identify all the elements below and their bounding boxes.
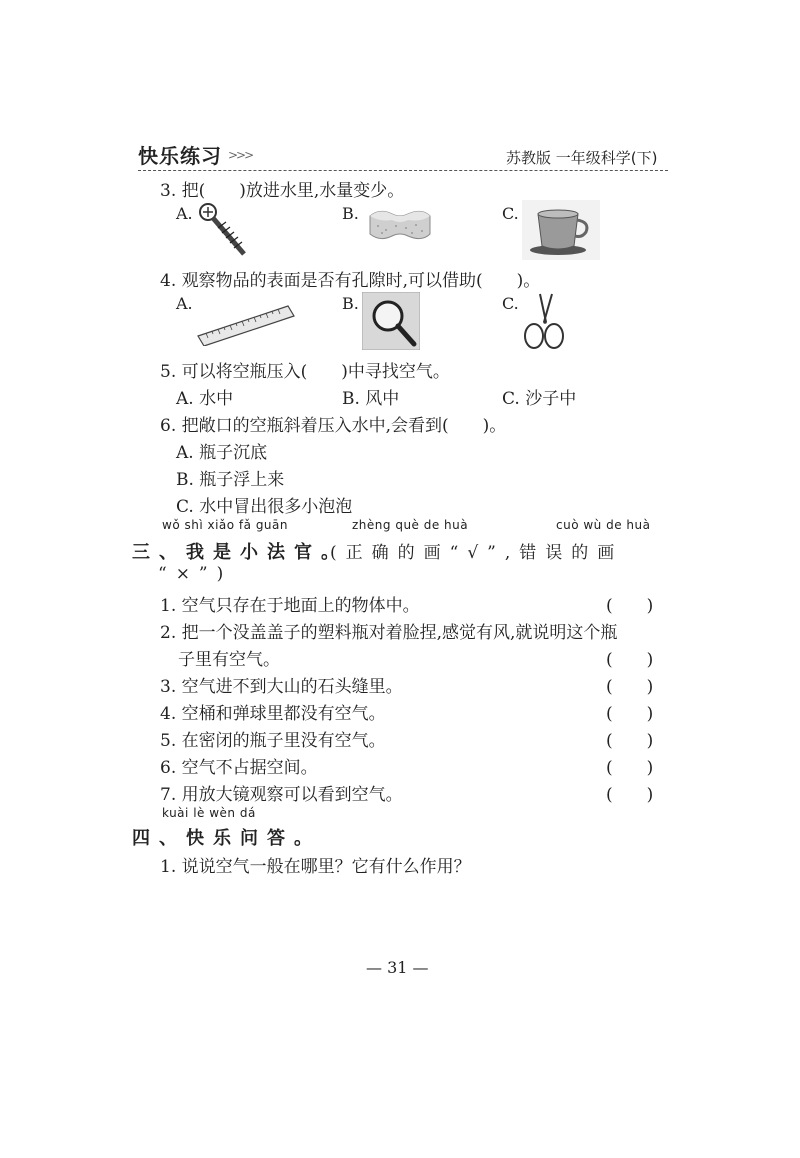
header-divider: [138, 170, 668, 171]
q3-option-c-label: C.: [502, 204, 519, 223]
q4-option-c-label: C.: [502, 294, 519, 313]
section3-title: 三、我是小法官。: [132, 542, 348, 563]
q5-option-b: B. 风中: [342, 389, 400, 409]
q6-option-c: C. 水中冒出很多小泡泡: [176, 497, 353, 517]
section3-pinyin-2: zhèng què de huà: [352, 518, 469, 532]
q3-option-a-label: A.: [176, 204, 193, 223]
page-number: — 31 —: [366, 958, 429, 977]
answer-paren-1[interactable]: ( ): [606, 596, 654, 616]
judge-item-4: 4. 空桶和弹球里都没有空气。: [160, 704, 386, 724]
question-6: 6. 把敞口的空瓶斜着压入水中,会看到( )。: [160, 416, 507, 436]
section4-question-1: 1. 说说空气一般在哪里？它有什么作用？: [160, 857, 471, 877]
judge-item-6: 6. 空气不占据空间。: [160, 758, 318, 778]
ruler-icon: [196, 300, 296, 346]
screw-icon: [196, 200, 252, 260]
answer-paren-6[interactable]: ( ): [606, 758, 654, 778]
section3-pinyin-1: wǒ shì xiǎo fǎ guān: [162, 518, 288, 532]
section4-title: 四、快乐问答。: [132, 828, 321, 849]
section3-pinyin-3: cuò wù de huà: [556, 518, 651, 532]
section4-pinyin: kuài lè wèn dá: [162, 806, 256, 820]
judge-item-7: 7. 用放大镜观察可以看到空气。: [160, 785, 403, 805]
judge-item-2-cont: 子里有空气。: [178, 650, 280, 670]
question-4: 4. 观察物品的表面是否有孔隙时,可以借助( )。: [160, 271, 541, 291]
q5-option-a: A. 水中: [176, 389, 234, 409]
header-left-title: 快乐练习: [138, 144, 222, 168]
answer-paren-7[interactable]: ( ): [606, 785, 654, 805]
q3-option-b-label: B.: [342, 204, 359, 223]
section3-instruction: (正确的画“√”,错误的画: [330, 543, 624, 563]
magnifier-icon: [362, 292, 420, 350]
judge-item-2: 2. 把一个没盖盖子的塑料瓶对着脸捏,感觉有风,就说明这个瓶: [160, 623, 618, 643]
q5-option-c: C. 沙子中: [502, 389, 577, 409]
question-5: 5. 可以将空瓶压入( )中寻找空气。: [160, 362, 450, 382]
section3-instruction-cont: “×”): [158, 564, 233, 584]
judge-item-3: 3. 空气进不到大山的石头缝里。: [160, 677, 403, 697]
scissors-icon: [520, 290, 568, 352]
answer-paren-3[interactable]: ( ): [606, 677, 654, 697]
judge-item-1: 1. 空气只存在于地面上的物体中。: [160, 596, 420, 616]
question-3: 3. 把( )放进水里,水量变少。: [160, 181, 405, 201]
q6-option-b: B. 瓶子浮上来: [176, 470, 285, 490]
answer-paren-2[interactable]: ( ): [606, 650, 654, 670]
q4-option-a-label: A.: [176, 294, 193, 313]
judge-item-5: 5. 在密闭的瓶子里没有空气。: [160, 731, 386, 751]
teacup-icon: [522, 200, 600, 260]
q6-option-a: A. 瓶子沉底: [176, 443, 268, 463]
chevron-arrows-icon: >>>: [228, 148, 253, 162]
answer-paren-5[interactable]: ( ): [606, 731, 654, 751]
sponge-icon: [366, 206, 434, 244]
header-right-title: 苏教版 一年级科学(下): [506, 149, 658, 167]
q4-option-b-label: B.: [342, 294, 359, 313]
answer-paren-4[interactable]: ( ): [606, 704, 654, 724]
